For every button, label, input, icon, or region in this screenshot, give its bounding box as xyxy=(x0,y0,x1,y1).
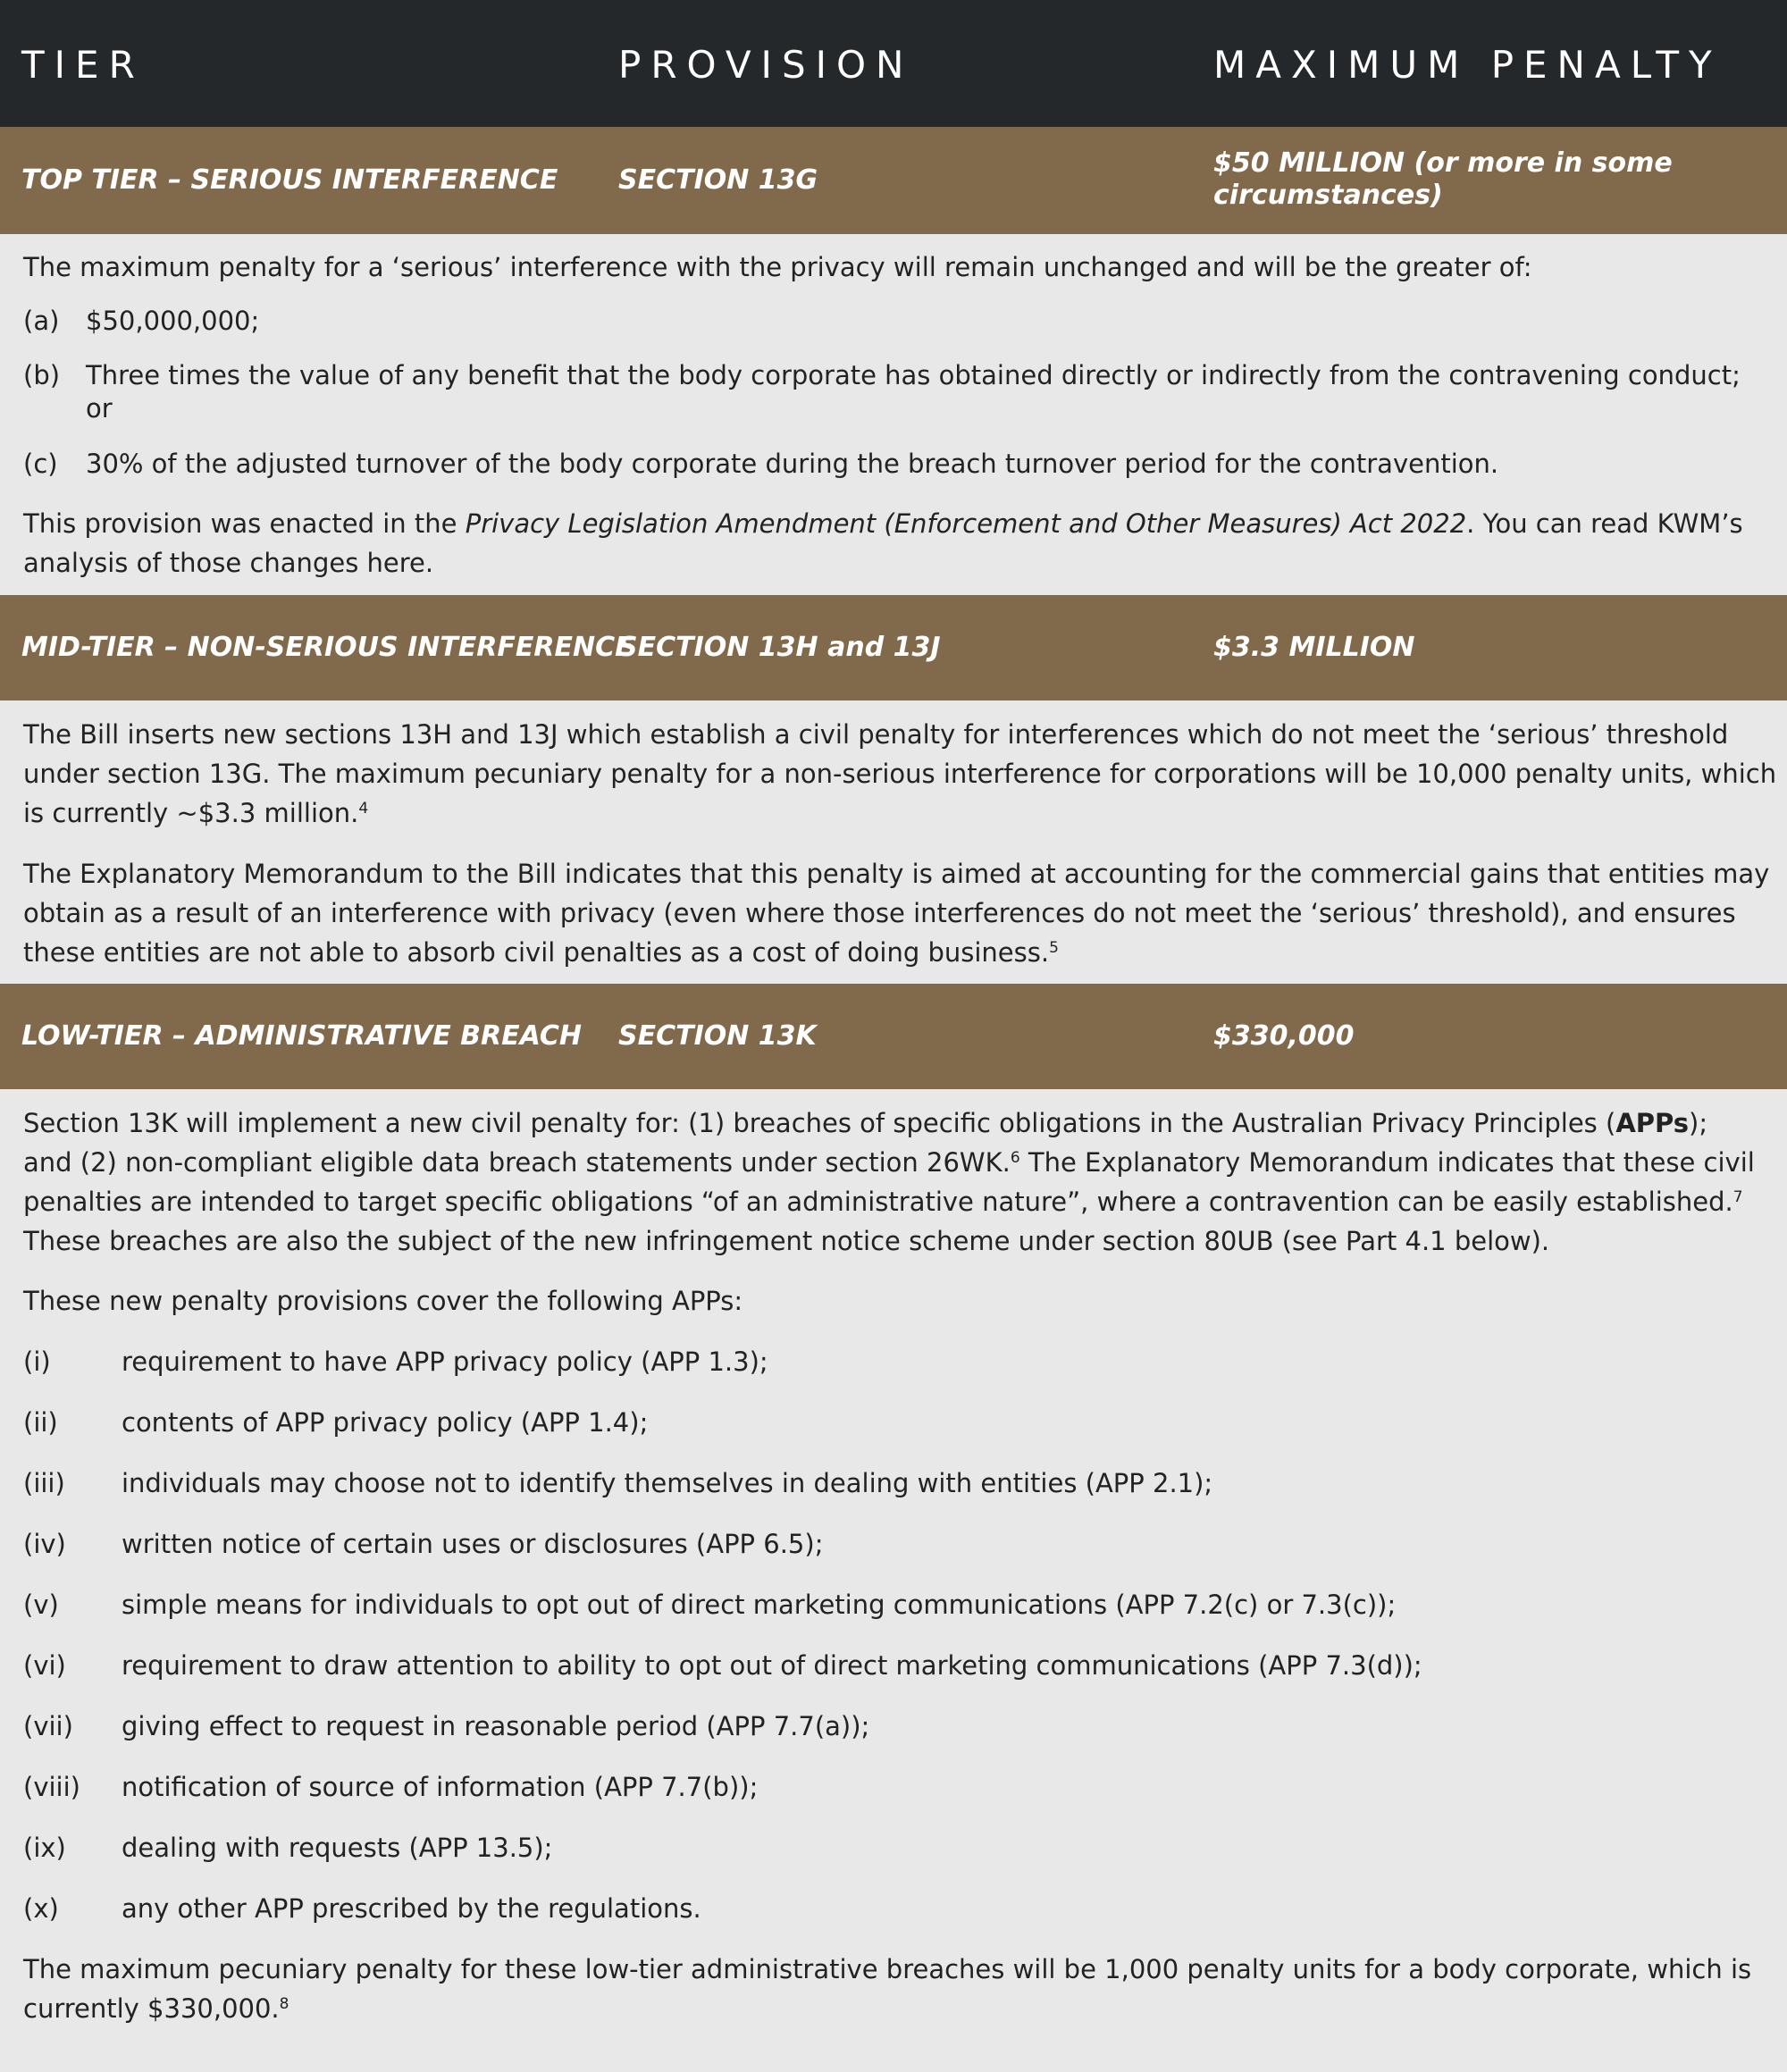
header-provision: PROVISION xyxy=(618,43,914,87)
low-tier-closing-line: The maximum pecuniary penalty for these low-tier administrative breaches will be 1,000 penalty units for a body corporate, which is xyxy=(23,1954,1752,1984)
text: penalties are intended to target specific obligations “of an administrative nature”, where a contravention can be easily established. xyxy=(23,1187,1733,1217)
footnote-ref[interactable]: 4 xyxy=(358,800,369,818)
mid-tier-p2-line: The Explanatory Memorandum to the Bill indicates that this penalty is aimed at accounting for the commercial gains that entities may xyxy=(23,859,1770,889)
tier-row-low xyxy=(0,984,1787,1089)
footnote-ref[interactable]: 6 xyxy=(1010,1149,1020,1167)
tier-row-mid xyxy=(0,595,1787,700)
list-item: requirement to have APP privacy policy (APP 1.3); xyxy=(122,1346,768,1377)
list-label: (viii) xyxy=(23,1772,80,1802)
list-item: giving effect to request in reasonable period (APP 7.7(a)); xyxy=(122,1711,870,1741)
mid-tier-p2-line: obtain as a result of an interference with privacy (even where those interferences do not meet the ‘serious’ threshold), and ensures xyxy=(23,898,1736,928)
tier-penalty: $50 MILLION (or more in some circumstances) xyxy=(1213,147,1673,211)
low-tier-p1-line xyxy=(23,1182,1766,1221)
header-tier: TIER xyxy=(21,43,145,87)
table-header xyxy=(0,0,1787,127)
list-item: written notice of certain uses or disclosures (APP 6.5); xyxy=(122,1529,824,1559)
list-label: (a) xyxy=(23,306,60,336)
mid-tier-p1-line xyxy=(23,793,1766,833)
outro-text: This provision was enacted in the xyxy=(23,508,466,539)
tier-provision: SECTION 13K xyxy=(618,1020,817,1052)
low-tier-list-intro: These new penalty provisions cover the following APPs: xyxy=(23,1286,743,1316)
tier-provision: SECTION 13H and 13J xyxy=(618,632,941,663)
tier-name: LOW-TIER – ADMINISTRATIVE BREACH xyxy=(21,1020,583,1052)
list-item: Three times the value of any benefit that the body corporate has obtained directly or indirectly from the contravening conduct; xyxy=(86,360,1741,390)
list-label: (ix) xyxy=(23,1833,66,1863)
text: and (2) non-compliant eligible data breach statements under section 26WK. xyxy=(23,1147,1011,1178)
low-tier-p1-line xyxy=(23,1103,1766,1143)
list-item: dealing with requests (APP 13.5); xyxy=(122,1833,553,1863)
mid-tier-p1-line: The Bill inserts new sections 13H and 13J which establish a civil penalty for interferences which do not meet the ‘serious’ threshold xyxy=(23,719,1729,750)
list-item: contents of APP privacy policy (APP 1.4); xyxy=(122,1407,649,1438)
list-label: (vii) xyxy=(23,1711,73,1741)
list-item: any other APP prescribed by the regulations. xyxy=(122,1893,701,1924)
text: Section 13K will implement a new civil penalty for: (1) breaches of specific obligations in the Australian Privacy Principles ( xyxy=(23,1108,1616,1138)
tier-name: MID-TIER – NON-SERIOUS INTERFERENCE xyxy=(21,632,633,663)
list-label: (b) xyxy=(23,360,61,390)
list-item: individuals may choose not to identify themselves in dealing with entities (APP 2.1); xyxy=(122,1468,1213,1498)
top-tier-outro xyxy=(23,504,1766,543)
text: The Explanatory Memorandum indicates that these civil xyxy=(1019,1147,1755,1178)
tier-row-top xyxy=(0,127,1787,234)
list-label: (x) xyxy=(23,1893,59,1924)
list-item: simple means for individuals to opt out of direct marketing communications (APP 7.2(c) or 7.3(c)); xyxy=(122,1590,1397,1620)
tier-provision: SECTION 13G xyxy=(618,164,818,196)
footnote-ref[interactable]: 8 xyxy=(279,1995,289,2013)
list-item: $50,000,000; xyxy=(86,306,260,336)
list-label: (c) xyxy=(23,449,58,479)
tier-penalty: $330,000 xyxy=(1213,1020,1355,1052)
low-tier-p1-line: These breaches are also the subject of the new infringement notice scheme under section 80UB (see Part 4.1 below). xyxy=(23,1226,1550,1256)
list-item: 30% of the adjusted turnover of the body corporate during the breach turnover period for the contravention. xyxy=(86,449,1499,479)
low-tier-p1-line xyxy=(23,1143,1766,1182)
footnote-ref[interactable]: 7 xyxy=(1732,1188,1743,1206)
text: currently $330,000. xyxy=(23,1993,280,2024)
list-item: notification of source of information (APP 7.7(b)); xyxy=(122,1772,759,1802)
mid-tier-p1-line: under section 13G. The maximum pecuniary penalty for a non-serious interference for corporations will be 10,000 penalty units, which xyxy=(23,759,1777,789)
top-tier-intro: The maximum penalty for a ‘serious’ interference with the privacy will remain unchanged and will be the greater of: xyxy=(23,252,1532,282)
list-label: (ii) xyxy=(23,1407,58,1438)
list-label: (i) xyxy=(23,1346,51,1377)
defined-term: APPs xyxy=(1615,1108,1690,1138)
list-label: (vi) xyxy=(23,1650,66,1681)
list-label: (iv) xyxy=(23,1529,66,1559)
text: these entities are not able to absorb civil penalties as a cost of doing business. xyxy=(23,937,1050,968)
act-title: Privacy Legislation Amendment (Enforcement and Other Measures) Act 2022 xyxy=(465,508,1467,539)
footnote-ref[interactable]: 5 xyxy=(1049,939,1059,957)
header-maximum-penalty: MAXIMUM PENALTY xyxy=(1213,43,1722,87)
list-label: (iii) xyxy=(23,1468,65,1498)
tier-name: TOP TIER – SERIOUS INTERFERENCE xyxy=(21,164,558,196)
text: ); xyxy=(1689,1108,1708,1138)
outro-text: . You can read KWM’s xyxy=(1466,508,1743,539)
mid-tier-p2-line xyxy=(23,933,1766,972)
list-item: requirement to draw attention to ability to opt out of direct marketing communications (APP 7.3(d)); xyxy=(122,1650,1422,1681)
list-item-continuation: or xyxy=(86,393,113,424)
top-tier-outro-line2: analysis of those changes here. xyxy=(23,548,434,578)
list-label: (v) xyxy=(23,1590,59,1620)
text: is currently ~$3.3 million. xyxy=(23,798,359,828)
low-tier-closing-line xyxy=(23,1989,1766,2028)
tier-penalty: $3.3 MILLION xyxy=(1213,632,1415,663)
